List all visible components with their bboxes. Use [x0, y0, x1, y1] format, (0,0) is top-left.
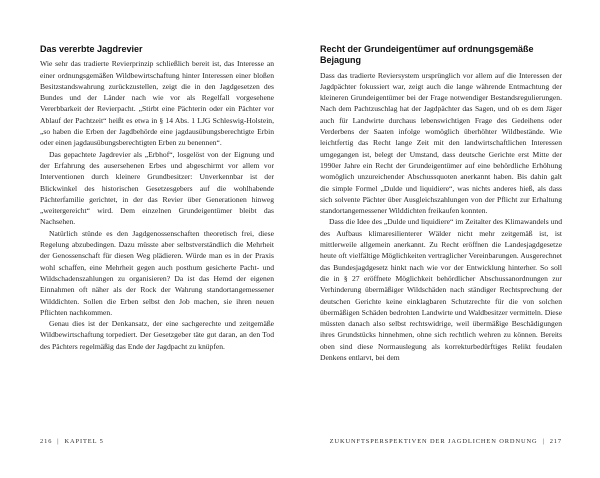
right-page-body [320, 70, 562, 364]
paragraph: Wie sehr das tradierte Revierprinzip schließlich bereit ist, das Interesse an einer ordnungsgemäßen Wildbewirtschaftung hinter Interessen einer bloßen Besitzstandswahrung zurückzustellen, zeigt die in den Jagdgesetzen des Bundes und der Länder nach wie vor als Regelfall vorgesehene Vererbbarkeit der Revierpacht. „Stirbt eine Pächterin oder ein Pächter vor Ablauf der Pachtzeit“ heißt es etwa in § 14 Abs. 1 LJG Schleswig-Holstein, „so haben die Erben der Jagdbehörde eine jagdausübungsberechtigte Erbin oder einen jagdausübungsberechtigten Erben zu benennen“. [40, 59, 274, 148]
page-number: 216 [40, 438, 53, 445]
left-page-body [40, 58, 274, 352]
running-head: ZUKUNFTSPERSPEKTIVEN DER JAGDLICHEN ORDNUNG [329, 438, 538, 445]
paragraph: Dass das tradierte Reviersystem ursprünglich vor allem auf die Interessen der Jagdpächter fokussiert war, zeigt auch die lange währende Entmachtung der kleineren Grundeigentümer bei der Frage notwendiger Bestandsregulierungen. Nach dem Pachtzuschlag hat der Jagdpächter das Sagen, und ob es dem Jäger auch für Landwirte durchaus lebenswichtigen Frage des Gedeihens oder Verderbens der Saaten infolge womöglich überhöhter Wildbestände. Wie leichtfertig das Recht lange Zeit mit den landwirtschaftlichen Interessen umgegangen ist, belegt der Umstand, dass deutsche Gerichte erst Mitte der 1990er Jahre ein Recht der Grundeigentümer auf eine behördliche Erhöhung womöglich unzureichender Abschussquoten anerkannt haben. Bis dahin galt die simple Formel „Dulde und liquidiere“, was nichts anderes hieß, als dass sich solvente Pächter über Ausgleichszahlungen von der Pflicht zur Erhaltung standortangemessener Wilddichten freikaufen konnten. [320, 70, 562, 216]
section-heading: Recht der Grundeigentümer auf ordnungsgemäße Bejagung [320, 44, 534, 66]
page-number: 217 [549, 438, 562, 445]
right-page-footer [330, 438, 562, 445]
right-page [320, 44, 562, 363]
footer-separator: | [542, 438, 545, 445]
left-page-footer [40, 438, 104, 445]
footer-separator: | [57, 438, 60, 445]
paragraph: Natürlich stünde es den Jagdgenossenschaften theoretisch frei, diese Regelung abzubedingen. Dazu müsste aber selbstverständlich die Mehrheit der Genossenschaft für diesen Weg plädieren. Würde man es in der Praxis wohl schaffen, eine Mehrheit gegen auch posthum gesicherte Pacht- und Wildschadenszahlungen zu organisieren? Da ist das Hemd der eigenen Einnahmen oft näher als der Rock der Wahrung standortangemessener Wilddichten. Sollen die Erben selbst den Job machen, sie ihren neuen Pflichten nachkommen. [40, 228, 274, 317]
paragraph: Das gepachtete Jagdrevier als „Erbhof“, losgelöst von der Eignung und der Erfahrung des ausersehenen Erbes und abgeschirmt vor allem vor Interventionen durch kleinere Grundbesitzer: Unverkennbar ist der Blickwinkel des historischen Gesetzesgebers auf die wohlhabende Pächterfamilie gerichtet, in der das Revier über Generationen hinweg „weitergereicht“ wird. Dem einzelnen Grundeigentümer bleibt das Nachsehen. [40, 149, 274, 227]
paragraph: Dass die Idee des „Dulde und liquidiere“ im Zeitalter des Klimawandels und des Aufbaus klimaresilienterer Wälder nicht mehr zeitgemäß ist, ist mittlerweile allgemein anerkannt. Zu Recht eröffnen die Landesjagdgesetze heute oft vielfältige Möglichkeiten vertraglicher Vereinbarungen. Ausgerechnet das Bundesjagdgesetz hinkt nach wie vor der Entwicklung hinterher. So soll die in § 27 eröffnete Möglichkeit behördlicher Abschussanordnungen zur Verhinderung übermäßiger Wildschäden nach ständiger Rechtsprechung der deutschen Gerichte keine einklagbaren Schutzrechte für die von solchen übermäßigen Schäden bedrohten Landwirte und Waldbesitzer vermitteln. Diese müssten danach also selbst rechtswidrige, weil übermäßige Beschädigungen ihres Grundstücks hinnehmen, ohne sich rechtlich wehren zu können. Bereits oben sind diese Normauslegung als korrekturbedürftiges Relikt feudalen Denkens entlarvt, bei dem [320, 217, 563, 363]
paragraph: Genau dies ist der Denkansatz, der eine sachgerechte und zeitgemäße Wildbewirtschaftung torpediert. Der Gesetzgeber täte gut daran, an den Tod des Pächters regelmäßig das Ende der Jagdpacht zu knüpfen. [40, 319, 274, 351]
running-head: KAPITEL 5 [64, 438, 104, 445]
section-heading: Das vererbte Jagdrevier [40, 44, 143, 54]
left-page [40, 44, 274, 352]
